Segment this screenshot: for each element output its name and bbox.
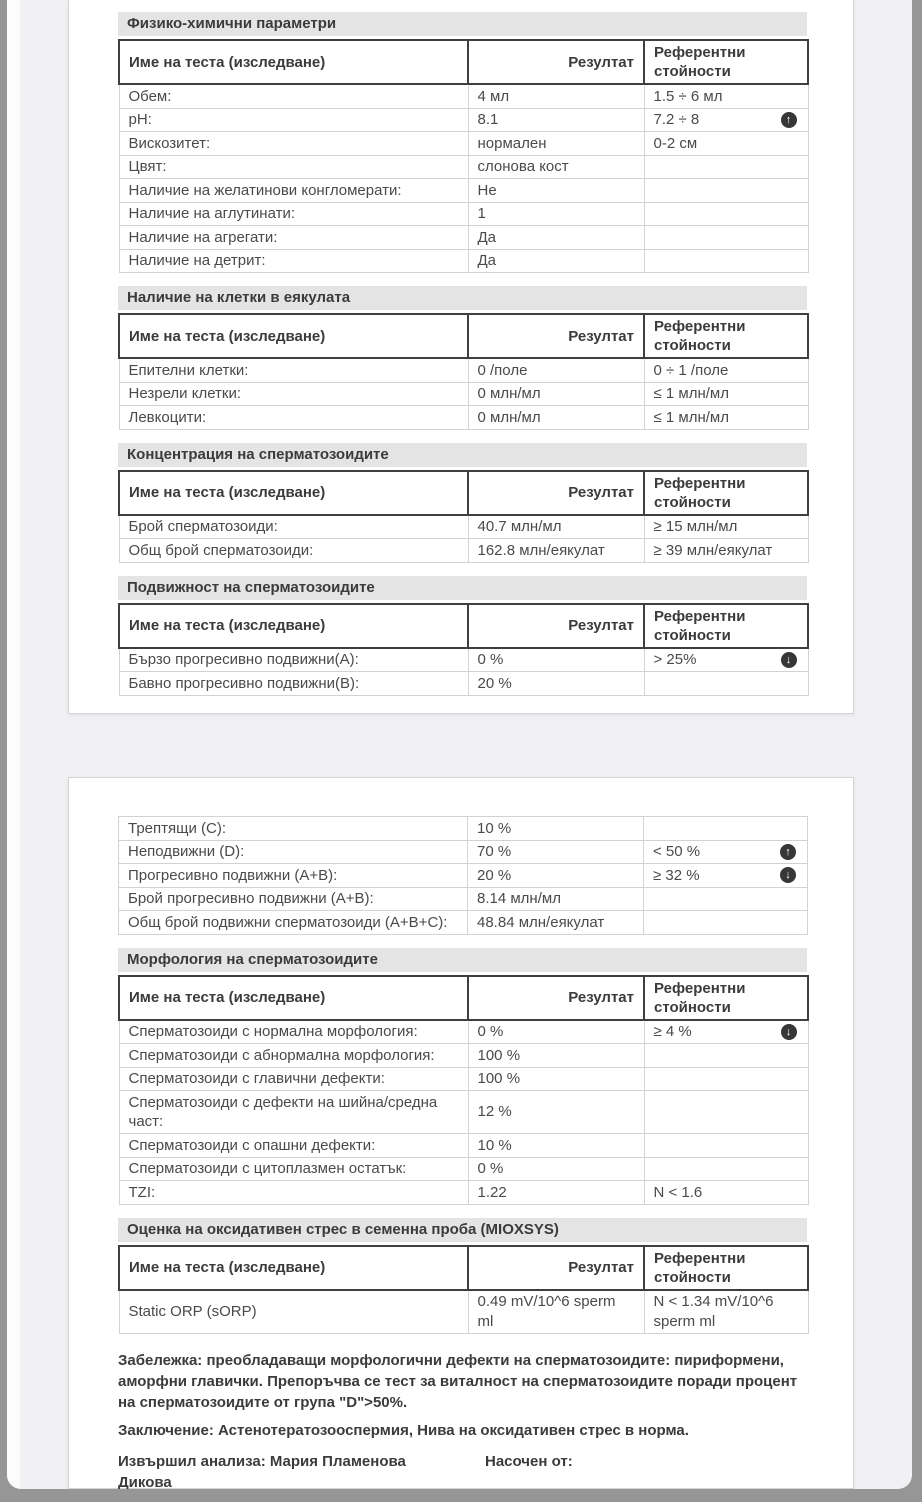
result-cell: 100 % bbox=[468, 1044, 644, 1068]
table-header-row bbox=[119, 976, 808, 1020]
table-row bbox=[119, 249, 808, 273]
table-row bbox=[119, 840, 808, 864]
table-row bbox=[119, 1044, 808, 1068]
test-name-cell: Сперматозоиди с абнормална морфология: bbox=[119, 1044, 468, 1068]
reference-cell bbox=[644, 911, 808, 935]
report-page-2 bbox=[68, 777, 854, 1489]
test-name-cell: Левкоцити: bbox=[119, 406, 468, 430]
section-title: Физико-химични параметри bbox=[118, 12, 807, 36]
result-cell: 100 % bbox=[468, 1067, 644, 1091]
table-row bbox=[119, 1091, 808, 1134]
result-cell: 0 % bbox=[468, 1020, 644, 1044]
result-cell: Да bbox=[468, 226, 644, 250]
column-header-test-name: Име на теста (изследване) bbox=[119, 976, 468, 1020]
test-name-cell: Незрели клетки: bbox=[119, 382, 468, 406]
column-header-reference-line2: стойности bbox=[654, 626, 731, 644]
table-row bbox=[119, 202, 808, 226]
table-row bbox=[119, 226, 808, 250]
result-cell: 40.7 млн/мл bbox=[468, 515, 644, 539]
table-row bbox=[119, 406, 808, 430]
table-row bbox=[119, 358, 808, 382]
report-section bbox=[118, 443, 806, 563]
report-section bbox=[118, 286, 806, 430]
test-name-cell: Цвят: bbox=[119, 155, 468, 179]
table-row bbox=[119, 515, 808, 539]
table-row bbox=[119, 155, 808, 179]
reference-value: ≤ 1 млн/мл bbox=[653, 408, 729, 426]
reference-value: ≤ 1 млн/мл bbox=[653, 385, 729, 402]
reference-cell bbox=[644, 132, 808, 156]
reference-value: 0-2 см bbox=[653, 134, 698, 152]
test-name-cell: Сперматозоиди с главични дефекти: bbox=[119, 1067, 468, 1091]
reference-value: 7.2 ÷ 8 bbox=[653, 111, 700, 128]
table-row bbox=[119, 817, 808, 841]
reference-value: > 25% bbox=[653, 651, 697, 668]
table-row bbox=[119, 132, 808, 156]
reference-cell bbox=[644, 382, 808, 406]
reference-cell bbox=[644, 108, 808, 132]
report-section bbox=[118, 1218, 806, 1334]
result-cell: 70 % bbox=[468, 840, 644, 864]
table-row bbox=[119, 179, 808, 203]
table-row bbox=[119, 672, 808, 696]
reference-cell bbox=[644, 672, 808, 696]
section-title: Концентрация на сперматозоидите bbox=[118, 443, 807, 467]
table-row bbox=[119, 911, 808, 935]
test-name-cell: Бързо прогресивно подвижни(A): bbox=[119, 648, 468, 672]
section-title: Морфология на сперматозоидите bbox=[118, 948, 807, 972]
column-header-reference bbox=[644, 471, 808, 515]
table-row bbox=[119, 864, 808, 888]
page-2-sections bbox=[118, 816, 806, 1334]
result-cell: нормален bbox=[468, 132, 644, 156]
table-row bbox=[119, 1067, 808, 1091]
test-name-cell: Сперматозоиди с нормална морфология: bbox=[119, 1020, 468, 1044]
result-cell: 0 млн/мл bbox=[468, 382, 644, 406]
test-name-cell: Наличие на желатинови конгломерати: bbox=[119, 179, 468, 203]
reference-cell bbox=[644, 887, 808, 911]
table-row bbox=[119, 108, 808, 132]
test-name-cell: Трептящи (C): bbox=[119, 817, 468, 841]
result-cell: 0 % bbox=[468, 648, 644, 672]
test-name-cell: Наличие на аглутинати: bbox=[119, 202, 468, 226]
table-row bbox=[119, 1181, 808, 1205]
down-arrow-icon: ↓ bbox=[780, 867, 796, 883]
document-viewer-dialog bbox=[7, 0, 912, 1489]
reference-cell bbox=[644, 1091, 808, 1134]
reference-cell bbox=[644, 817, 808, 841]
test-name-cell: Брой сперматозоиди: bbox=[119, 515, 468, 539]
performed-by-label: Извършил анализа: Мария Пламенова Дикова bbox=[118, 1452, 406, 1489]
table-header-row bbox=[119, 604, 808, 648]
section-title: Наличие на клетки в еякулата bbox=[118, 286, 807, 310]
table-header-row bbox=[119, 471, 808, 515]
table-row bbox=[119, 84, 808, 108]
test-name-cell: Бавно прогресивно подвижни(B): bbox=[119, 672, 468, 696]
reference-cell bbox=[644, 864, 808, 888]
test-name-cell: Наличие на детрит: bbox=[119, 249, 468, 273]
table-row bbox=[119, 1157, 808, 1181]
note-paragraph: Забележка: преобладаващи морфологични дефекти на сперматозоидите: пириформени, аморфни главички. Препоръчва се тест за виталност на сперматозоидите поради процент на сперматозоидите от група "D">50%. bbox=[118, 1351, 798, 1411]
results-table bbox=[118, 39, 809, 273]
down-arrow-icon: ↓ bbox=[781, 1024, 797, 1040]
test-name-cell: TZI: bbox=[119, 1181, 468, 1205]
column-header-result: Резултат bbox=[468, 976, 644, 1020]
test-name-cell: pH: bbox=[119, 108, 468, 132]
reference-cell bbox=[644, 1067, 808, 1091]
result-cell: 12 % bbox=[468, 1091, 644, 1134]
reference-cell bbox=[644, 179, 808, 203]
column-header-result: Резултат bbox=[468, 314, 644, 358]
table-row bbox=[119, 1290, 808, 1334]
reference-value: ≥ 4 % bbox=[653, 1023, 692, 1040]
reference-cell bbox=[644, 648, 808, 672]
result-cell: 8.14 млн/мл bbox=[468, 887, 644, 911]
reference-value: < 50 % bbox=[653, 843, 701, 860]
test-name-cell: Брой прогресивно подвижни (A+B): bbox=[119, 887, 468, 911]
table-header-row bbox=[119, 1246, 808, 1290]
result-cell: 0.49 mV/10^6 sperm ml bbox=[468, 1290, 644, 1334]
results-table bbox=[118, 313, 809, 430]
left-panel-edge bbox=[7, 0, 20, 1489]
test-name-cell: Обем: bbox=[119, 84, 468, 108]
page-1-sections bbox=[118, 12, 806, 696]
reference-cell bbox=[644, 1044, 808, 1068]
results-table bbox=[118, 470, 809, 563]
result-cell: 8.1 bbox=[468, 108, 644, 132]
reference-value: N < 1.34 mV/10^6 sperm ml bbox=[653, 1293, 774, 1330]
column-header-result: Резултат bbox=[468, 1246, 644, 1290]
result-cell: 20 % bbox=[468, 864, 644, 888]
report-section bbox=[118, 816, 806, 935]
reference-cell bbox=[644, 1290, 808, 1334]
table-header-row bbox=[119, 314, 808, 358]
column-header-result: Резултат bbox=[468, 604, 644, 648]
reference-cell bbox=[644, 406, 808, 430]
result-cell: 10 % bbox=[468, 817, 644, 841]
test-name-cell: Общ брой сперматозоиди: bbox=[119, 539, 468, 563]
report-footer bbox=[118, 1350, 807, 1490]
pdf-viewer-area[interactable] bbox=[20, 0, 912, 1489]
result-cell: 1.22 bbox=[468, 1181, 644, 1205]
up-arrow-icon: ↑ bbox=[781, 112, 797, 128]
report-section bbox=[118, 576, 806, 696]
test-name-cell: Static ORP (sORP) bbox=[119, 1290, 468, 1334]
down-arrow-icon: ↓ bbox=[781, 652, 797, 668]
column-header-reference bbox=[644, 314, 808, 358]
column-header-reference-line2: стойности bbox=[654, 493, 731, 511]
reference-cell bbox=[644, 249, 808, 273]
column-header-reference-line2: стойности bbox=[654, 337, 731, 354]
table-row bbox=[119, 1020, 808, 1044]
table-row bbox=[119, 887, 808, 911]
report-section bbox=[118, 12, 806, 273]
column-header-reference-line2: стойности bbox=[654, 1268, 731, 1286]
result-cell: Не bbox=[468, 179, 644, 203]
reference-value: N < 1.6 bbox=[653, 1183, 703, 1201]
column-header-reference-line1: Референтни bbox=[654, 474, 746, 492]
section-title: Оценка на оксидативен стрес в семенна проба (MIOXSYS) bbox=[118, 1218, 807, 1242]
result-cell: 0 млн/мл bbox=[468, 406, 644, 430]
result-cell: 4 мл bbox=[468, 84, 644, 108]
column-header-reference-line1: Референтни bbox=[654, 1249, 746, 1267]
reference-cell bbox=[644, 84, 808, 108]
result-cell: 0 % bbox=[468, 1157, 644, 1181]
test-name-cell: Вискозитет: bbox=[119, 132, 468, 156]
column-header-test-name: Име на теста (изследване) bbox=[119, 604, 468, 648]
column-header-test-name: Име на теста (изследване) bbox=[119, 471, 468, 515]
table-row bbox=[119, 1134, 808, 1158]
reference-value: ≥ 15 млн/мл bbox=[653, 518, 738, 535]
reference-value: ≥ 39 млн/еякулат bbox=[653, 541, 773, 559]
result-cell: 48.84 млн/еякулат bbox=[468, 911, 644, 935]
reference-cell bbox=[644, 1020, 808, 1044]
results-table bbox=[118, 975, 809, 1205]
column-header-reference bbox=[644, 604, 808, 648]
column-header-test-name: Име на теста (изследване) bbox=[119, 40, 468, 84]
column-header-test-name: Име на теста (изследване) bbox=[119, 314, 468, 358]
test-name-cell: Общ брой подвижни сперматозоиди (A+B+C): bbox=[119, 911, 468, 935]
column-header-reference-line2: стойности bbox=[654, 63, 731, 80]
column-header-result: Резултат bbox=[468, 471, 644, 515]
result-cell: Да bbox=[468, 249, 644, 273]
table-row bbox=[119, 648, 808, 672]
reference-cell bbox=[644, 539, 808, 563]
test-name-cell: Неподвижни (D): bbox=[119, 840, 468, 864]
column-header-reference bbox=[644, 976, 808, 1020]
report-section bbox=[118, 948, 806, 1205]
reference-cell bbox=[644, 1134, 808, 1158]
result-cell: слонова кост bbox=[468, 155, 644, 179]
results-table bbox=[118, 816, 808, 935]
reference-cell bbox=[644, 358, 808, 382]
result-cell: 162.8 млн/еякулат bbox=[468, 539, 644, 563]
result-cell: 0 /поле bbox=[468, 358, 644, 382]
table-header-row bbox=[119, 40, 808, 84]
column-header-reference-line2: стойности bbox=[654, 998, 731, 1016]
reference-cell bbox=[644, 155, 808, 179]
reference-cell bbox=[644, 1181, 808, 1205]
reference-cell bbox=[644, 226, 808, 250]
test-name-cell: Наличие на агрегати: bbox=[119, 226, 468, 250]
report-page-1 bbox=[68, 0, 854, 714]
test-name-cell: Сперматозоиди с цитоплазмен остатък: bbox=[119, 1157, 468, 1181]
referred-by-label: Насочен от: bbox=[485, 1452, 573, 1470]
results-table bbox=[118, 603, 809, 696]
column-header-reference-line1: Референтни bbox=[654, 979, 746, 997]
reference-cell bbox=[644, 202, 808, 226]
signature-row bbox=[118, 1451, 807, 1490]
reference-cell bbox=[644, 840, 808, 864]
column-header-reference-line1: Референтни bbox=[654, 607, 746, 625]
reference-value: 1.5 ÷ 6 мл bbox=[653, 87, 723, 105]
result-cell: 10 % bbox=[468, 1134, 644, 1158]
section-title: Подвижност на сперматозоидите bbox=[118, 576, 807, 600]
reference-cell bbox=[644, 1157, 808, 1181]
conclusion-paragraph: Заключение: Астенотератозооспермия, Нива на оксидативен стрес в норма. bbox=[118, 1421, 689, 1439]
reference-cell bbox=[644, 515, 808, 539]
test-name-cell: Епителни клетки: bbox=[119, 358, 468, 382]
up-arrow-icon: ↑ bbox=[780, 844, 796, 860]
table-row bbox=[119, 539, 808, 563]
column-header-reference bbox=[644, 40, 808, 84]
column-header-reference-line1: Референтни bbox=[654, 318, 746, 335]
results-table bbox=[118, 1245, 809, 1334]
reference-value: 0 ÷ 1 /поле bbox=[653, 361, 729, 379]
result-cell: 20 % bbox=[468, 672, 644, 696]
reference-value: ≥ 32 % bbox=[653, 866, 700, 884]
test-name-cell: Сперматозоиди с дефекти на шийна/средна част: bbox=[119, 1091, 468, 1134]
result-cell: 1 bbox=[468, 202, 644, 226]
column-header-test-name: Име на теста (изследване) bbox=[119, 1246, 468, 1290]
column-header-result: Резултат bbox=[468, 40, 644, 84]
column-header-reference-line1: Референтни bbox=[654, 44, 746, 61]
column-header-reference bbox=[644, 1246, 808, 1290]
test-name-cell: Сперматозоиди с опашни дефекти: bbox=[119, 1134, 468, 1158]
test-name-cell: Прогресивно подвижни (A+B): bbox=[119, 864, 468, 888]
table-row bbox=[119, 382, 808, 406]
